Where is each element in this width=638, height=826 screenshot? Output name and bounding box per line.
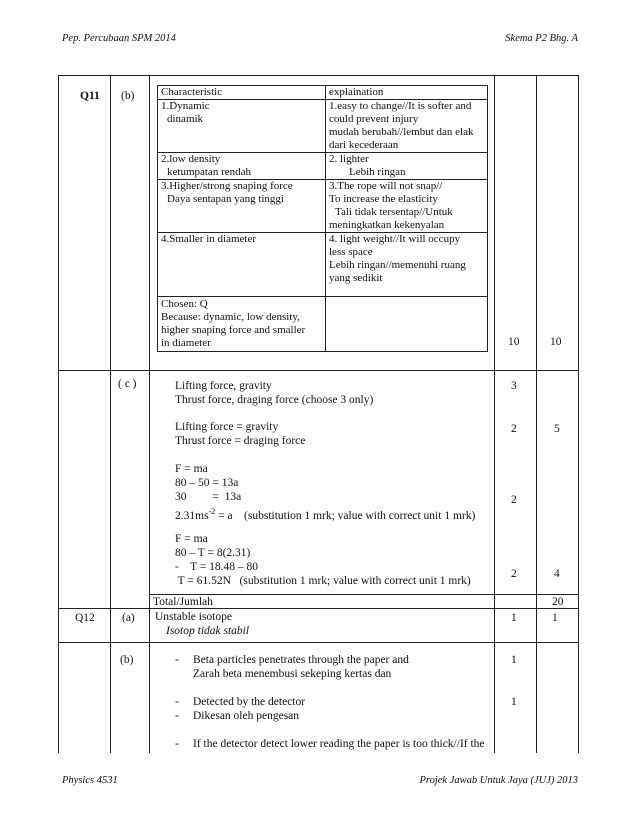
c-line-10: 80 – T = 8(2.31)	[175, 547, 251, 559]
grid-col-divider-4	[536, 75, 537, 753]
explaination-line: 4. light weight//It will occupy	[329, 233, 461, 245]
list-item	[193, 653, 409, 681]
c-line-1: Lifting force, gravity	[175, 380, 272, 392]
inner-table-right	[487, 85, 488, 352]
c-line-12: T = 61.52N (substitution 1 mrk; value with correct unit 1 mrk)	[175, 575, 471, 587]
list-item: If the detector detect lower reading the paper is too thick//If the	[193, 738, 485, 750]
header-right: Skema P2 Bhg. A	[505, 33, 578, 44]
chosen-answer	[161, 298, 323, 350]
characteristic-table	[157, 85, 488, 352]
grid-left-border	[58, 75, 59, 753]
mark-q12-a: 1	[511, 612, 517, 624]
q12-a-answer-malay: Isotop tidak stabil	[166, 625, 250, 637]
characteristic-line: Daya sentapan yang tinggi	[167, 193, 284, 205]
list-item: Detected by the detector	[193, 696, 306, 708]
chosen-line: higher snaping force and smaller	[161, 324, 306, 336]
total-c-1: 5	[554, 423, 560, 435]
inner-table-left	[157, 85, 158, 352]
explaination-line: meningkatkan kekenyalan	[329, 219, 445, 231]
question-number-q12: Q12	[75, 612, 95, 624]
total-value: 20	[552, 596, 564, 608]
mark-q12-b-2: 1	[511, 696, 517, 708]
c-line-11: - T = 18.48 – 80	[175, 561, 259, 573]
inner-row-line-5	[157, 296, 488, 297]
c-line-4: Thrust force = draging force	[175, 435, 306, 447]
grid-top-border	[58, 75, 579, 76]
q12-a-answer: Unstable isotope	[155, 611, 232, 623]
table-row-3-explaination	[329, 180, 483, 232]
table-row-2-explaination	[329, 153, 483, 179]
grid-col-divider-3	[494, 75, 495, 753]
characteristic-line: 3.Higher/strong snaping force	[161, 180, 293, 192]
grid-row-divider-q12b	[58, 642, 579, 643]
chosen-line: in diameter	[161, 337, 211, 349]
c-line-6: 80 – 50 = 13a	[175, 477, 239, 489]
mark-q12-b-1: 1	[511, 654, 517, 666]
c-line-2: Thrust force, draging force (choose 3 only)	[175, 394, 374, 406]
characteristic-line: ketumpatan rendah	[167, 166, 251, 178]
list-item-dash: -	[175, 738, 179, 750]
part-label-c: ( c )	[118, 378, 137, 390]
explaination-line: less space	[329, 246, 373, 258]
characteristic-line: 4.Smaller in diameter	[161, 233, 256, 245]
table-row-2-characteristic	[161, 153, 251, 179]
inner-table-mid	[325, 85, 326, 352]
c-line-5: F = ma	[175, 463, 208, 475]
mark-c-1: 3	[511, 380, 517, 392]
c-line-9: F = ma	[175, 533, 208, 545]
grid-col-divider-2	[149, 75, 150, 753]
table-row-3-characteristic	[161, 180, 293, 206]
table-row-1-explaination	[329, 100, 483, 152]
total-label: Total/Jumlah	[153, 596, 213, 608]
c-line-8-value: 2.31ms	[175, 509, 209, 522]
table-row-1-characteristic	[161, 100, 210, 126]
mark-b: 10	[508, 336, 520, 348]
chosen-line: Chosen: Q	[161, 298, 208, 310]
explaination-line: yang sedikit	[329, 272, 383, 284]
list-item-dash: -	[175, 696, 179, 708]
grid-col-divider-1	[110, 75, 111, 753]
explaination-line: To increase the elasticity	[329, 193, 438, 205]
explaination-line: could prevent injury	[329, 113, 419, 125]
explaination-line: 2. lighter	[329, 153, 369, 165]
list-item-line: Zarah beta menembusi sekeping kertas dan	[193, 668, 392, 680]
characteristic-line: dinamik	[167, 113, 204, 125]
part-label-q12-b: (b)	[120, 654, 134, 666]
mark-c-2: 2	[511, 423, 517, 435]
inner-table-bottom	[157, 351, 488, 352]
c-line-8-superscript: -2	[208, 507, 216, 516]
table-row-4-characteristic	[161, 233, 256, 246]
c-line-3: Lifting force = gravity	[175, 421, 279, 433]
explaination-line: Lebih ringan//memenuhi ruang	[329, 259, 466, 271]
mark-c-4: 2	[511, 568, 517, 580]
list-item-dash: -	[175, 710, 179, 722]
explaination-line: 3.The rope will not snap//	[329, 180, 443, 192]
explaination-line: 1.easy to change//It is softer and	[329, 100, 472, 112]
total-b: 10	[550, 336, 562, 348]
list-item-line: Beta particles penetrates through the paper and	[193, 654, 409, 666]
header-left: Pep. Percubaan SPM 2014	[62, 33, 176, 44]
grid-row-divider-total	[149, 594, 579, 595]
explaination-line: mudah berubah//lembut dan elak	[329, 126, 474, 138]
part-label-b: (b)	[121, 90, 135, 102]
column-header-characteristic: Characteristic	[161, 86, 223, 98]
column-header-explaination: explaination	[329, 86, 384, 98]
characteristic-line: 1.Dynamic	[161, 100, 210, 112]
list-item: Dikesan oleh pengesan	[193, 710, 300, 722]
question-number-q11: Q11	[80, 90, 100, 102]
chosen-line: Because: dynamic, low density,	[161, 311, 300, 323]
mark-c-3: 2	[511, 494, 517, 506]
grid-right-border	[578, 75, 579, 753]
c-line-7: 30 = 13a	[175, 491, 242, 503]
list-item-dash: -	[175, 654, 179, 666]
characteristic-line: 2.low density	[161, 153, 221, 165]
grid-row-divider-b	[58, 370, 579, 371]
explaination-line: Tali tidak tersentap//Untuk	[335, 206, 453, 218]
table-row-4-explaination	[329, 233, 483, 285]
footer-right: Projek Jawab Untuk Jaya (JUJ) 2013	[419, 775, 578, 786]
part-label-a: (a)	[122, 612, 135, 624]
c-line-8	[175, 505, 475, 523]
total-c-2: 4	[554, 568, 560, 580]
explaination-line: Lebih ringan	[349, 166, 406, 178]
footer-left: Physics 4531	[62, 775, 118, 786]
c-line-8-rest: = a (substitution 1 mrk; value with correct unit 1 mrk)	[215, 509, 476, 522]
total-q12-a: 1	[552, 612, 558, 624]
explaination-line: dari kecederaan	[329, 139, 399, 151]
grid-row-divider-q12	[58, 608, 579, 609]
